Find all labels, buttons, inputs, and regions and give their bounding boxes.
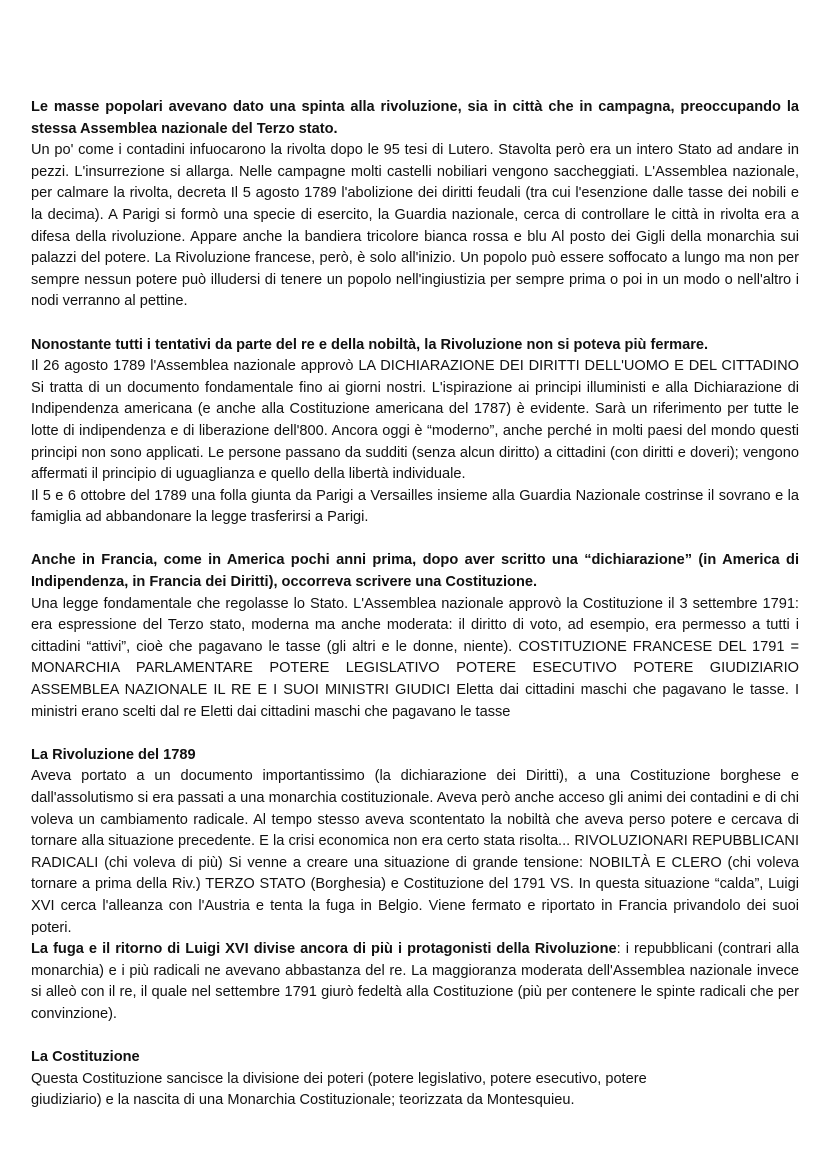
section-body: Un po' come i contadini infuocarono la rivolta dopo le 95 tesi di Lutero. Stavolta però era un intero Stato ad andare in pezzi. L'insurrezione si allarga. Nelle campagne molti castelli nobiliari vengono saccheggiati. L'Assemblea nazionale, per calmare la rivolta, decreta Il 5 agosto 1789 l'abolizione dei diritti feudali (tra cui l'esenzione dalle tasse dei nobili e la decima). A Parigi si formò una specie di esercito, la Guardia nazionale, cerca di controllare le città in rivolta era a difesa della rivoluzione. Appare anche la bandiera tricolore bianca rossa e blu Al posto dei Gigli della monarchia sui palazzi del potere. La Rivoluzione francese, però, è solo all'inizio. Un popolo può essere soffocato a lungo ma non per sempre nessun potere può illudersi di tenere un popolo nell'ingiustizia per sempre prima o poi in un modo o nell'altro i nodi verranno al pettine. (31, 142, 799, 310)
section-popular-masses (31, 97, 799, 313)
section-body: Aveva portato a un documento importantissimo (la dichiarazione dei Diritti), a una Costituzione borghese e dall'assolutismo si era passati a una monarchia costituzionale. Aveva però anche acceso gli animi dei contadini e di chi voleva un cambiamento radicale. Al tempo stesso aveva scontentato la nobiltà che aveva perso potere e cercava di tornare alla situazione precedente. E la crisi economica non era certo stata risolta... RIVOLUZIONARI REPUBBLICANI RADICALI (chi voleva di più) Si venne a creare una situazione di grande tensione: NOBILTÀ E CLERO (chi voleva tornare a prima della Riv.) TERZO STATO (Borghesia) e Costituzione del 1791 VS. In questa situazione “calda”, Luigi XVI cerca l'alleanza con l'Austria e tenta la fuga in Belgio. Viene fermato e riportato in Francia privandolo dei suoi poteri. (31, 768, 799, 936)
section-body-line-2: giudiziario) e la nascita di una Monarchia Costituzionale; teorizzata da Montesquieu. (31, 1092, 575, 1109)
document-page (31, 97, 799, 1134)
section-heading: Anche in Francia, come in America pochi anni prima, dopo aver scritto una “dichiarazione” (in America di Indipendenza, in Francia dei Diritti), occorreva scrivere una Costituzione. (31, 552, 799, 591)
section-body-flight (31, 939, 799, 1025)
section-constitution-need (31, 550, 799, 723)
section-body-line-1: Questa Costituzione sancisce la divisione dei poteri (potere legislativo, potere esecutivo, potere (31, 1070, 647, 1087)
section-heading: Nonostante tutti i tentativi da parte del re e della nobiltà, la Rivoluzione non si poteva più fermare. (31, 336, 709, 353)
flight-lead-bold: La fuga e il ritorno di Luigi XVI divise ancora di più i protagonisti della Rivoluzione (31, 941, 617, 958)
section-body: Una legge fondamentale che regolasse lo Stato. L'Assemblea nazionale approvò la Costituzione il 3 settembre 1791: era espressione del Terzo stato, moderna ma anche moderata: il diritto di voto, ad esempio, era permesso a tutti i cittadini “attivi”, cioè che pagavano le tasse (gli altri e le donne, niente). COSTITUZIONE FRANCESE DEL 1791 = MONARCHIA PARLAMENTARE POTERE LEGISLATIVO POTERE ESECUTIVO POTERE GIUDIZIARIO ASSEMBLEA NAZIONALE IL RE E I SUOI MINISTRI GIUDICI Eletta dai cittadini maschi che pagavano le tasse. I ministri erano scelti dal re Eletti dai cittadini maschi che pagavano le tasse (31, 595, 799, 720)
section-body: Il 26 agosto 1789 l'Assemblea nazionale approvò LA DICHIARAZIONE DEI DIRITTI DELL'UOMO E DEL CITTADINO Si tratta di un documento fondamentale fino ai giorni nostri. L'ispirazione ai principi illuministi e alla Dichiarazione di Indipendenza americana (e anche alla Costituzione americana del 1787) è evidente. Sarà un riferimento per tutte le lotte di indipendenza e di liberazione dell'800. Ancora oggi è “moderno”, anche perché in molti paesi del mondo questi principi non sono applicati. Le persone passano da sudditi (senza alcun diritto) a cittadini (con diritti e doveri); vengono affermati il principio di uguaglianza e quello della libertà individuale. (31, 358, 799, 483)
flight-lead-rest: : i repubblicani (contrari alla monarchia) e i più radicali ne avevano abbastanza del re. La maggioranza moderata dell'Assemblea nazionale invece si alleò con il re, il quale nel settembre 1791 giurò fedeltà alla Costituzione (più per contenere le spinte radicali che per convinzione). (31, 941, 799, 1022)
section-body-continued: Il 5 e 6 ottobre del 1789 una folla giunta da Parigi a Versailles insieme alla Guardia Nazionale costrinse il sovrano e la famiglia ad abbandonare la legge trasferirsi a Parigi. (31, 487, 799, 526)
section-heading: La Rivoluzione del 1789 (31, 746, 196, 763)
section-heading: Le masse popolari avevano dato una spinta alla rivoluzione, sia in città che in campagna, preoccupando la stessa Assemblea nazionale del Terzo stato. (31, 99, 799, 137)
section-constitution (31, 1047, 799, 1112)
section-revolution-1789 (31, 745, 799, 1026)
section-heading: La Costituzione (31, 1049, 140, 1066)
section-declaration-of-rights (31, 335, 799, 529)
